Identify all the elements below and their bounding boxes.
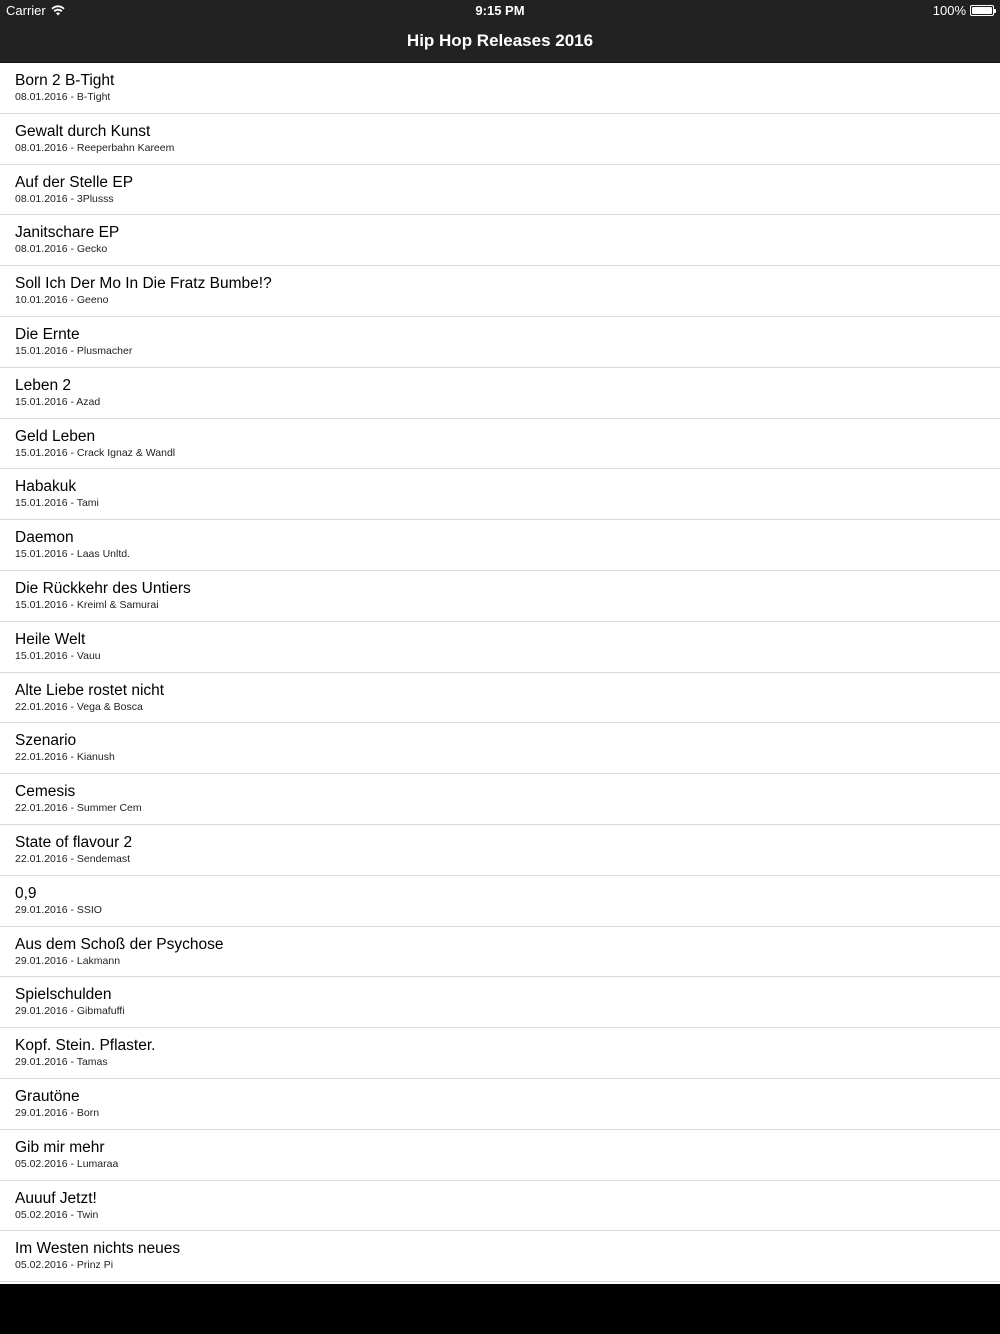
release-title: Die Ernte (15, 325, 80, 343)
navigation-bar (0, 22, 1000, 63)
list-item[interactable] (0, 520, 1000, 571)
carrier-label: Carrier (6, 3, 46, 18)
release-subtitle: 29.01.2016 - SSIO (15, 903, 102, 916)
release-title: Kopf. Stein. Pflaster. (15, 1037, 156, 1055)
release-title: Szenario (15, 732, 77, 750)
release-subtitle: 22.01.2016 - Summer Cem (15, 802, 142, 815)
release-subtitle: 29.01.2016 - Gibmafuffi (15, 1005, 125, 1018)
list-item[interactable] (0, 825, 1000, 876)
release-subtitle: 29.01.2016 - Lakmann (15, 954, 121, 967)
list-item[interactable] (0, 1079, 1000, 1130)
list-item[interactable] (0, 977, 1000, 1028)
release-title: Geld Leben (15, 427, 96, 445)
release-subtitle: 22.01.2016 - Kianush (15, 751, 115, 764)
status-bar (0, 0, 1000, 22)
list-item[interactable] (0, 927, 1000, 978)
release-subtitle: 29.01.2016 - Tamas (15, 1056, 108, 1069)
list-item[interactable] (0, 266, 1000, 317)
release-subtitle: 22.01.2016 - Vega & Bosca (15, 700, 143, 713)
release-subtitle: 05.02.2016 - Twin (15, 1208, 99, 1221)
release-title: Heile Welt (15, 630, 86, 648)
list-item[interactable] (0, 1231, 1000, 1282)
release-title: Gewalt durch Kunst (15, 122, 151, 140)
release-subtitle: 05.02.2016 - Lumaraa (15, 1157, 119, 1170)
release-subtitle: 29.01.2016 - Born (15, 1106, 100, 1119)
release-subtitle: 15.01.2016 - Crack Ignaz & Wandl (15, 446, 176, 459)
release-title: Auuuf Jetzt! (15, 1189, 97, 1207)
release-title: Habakuk (15, 478, 77, 496)
list-item[interactable] (0, 317, 1000, 368)
release-title: Die Rückkehr des Untiers (15, 579, 191, 597)
list-item[interactable] (0, 1130, 1000, 1181)
list-item[interactable] (0, 215, 1000, 266)
page-title: Hip Hop Releases 2016 (406, 31, 594, 50)
list-item[interactable] (0, 1181, 1000, 1232)
status-right (933, 3, 994, 18)
list-item[interactable] (0, 673, 1000, 724)
release-title: Daemon (15, 529, 74, 547)
release-subtitle: 08.01.2016 - Gecko (15, 243, 108, 256)
release-title: Born 2 B-Tight (15, 72, 115, 89)
list-item[interactable] (0, 469, 1000, 520)
battery-percent: 100% (932, 3, 966, 18)
release-title: Soll Ich Der Mo In Die Fratz Bumbe!? (15, 275, 272, 293)
release-subtitle: 15.01.2016 - Laas Unltd. (15, 548, 130, 561)
list-item[interactable] (0, 571, 1000, 622)
status-time: 9:15 PM (475, 3, 525, 18)
release-title: Alte Liebe rostet nicht (15, 681, 165, 699)
release-title: Cemesis (15, 783, 76, 801)
list-item[interactable] (0, 419, 1000, 470)
bottom-black-area (0, 1284, 1000, 1334)
list-item[interactable] (0, 622, 1000, 673)
release-title: Gib mir mehr (15, 1138, 105, 1156)
release-subtitle: 08.01.2016 - B-Tight (15, 91, 111, 103)
list-item[interactable] (0, 63, 1000, 114)
release-subtitle: 10.01.2016 - Geeno (15, 294, 109, 307)
release-title: Auf der Stelle EP (15, 173, 134, 191)
list-item[interactable] (0, 368, 1000, 419)
release-subtitle: 08.01.2016 - 3Plusss (15, 192, 114, 205)
release-title: 0,9 (15, 884, 37, 902)
release-subtitle: 15.01.2016 - Plusmacher (15, 344, 133, 357)
list-item[interactable] (0, 1028, 1000, 1079)
release-title: Grautöne (15, 1087, 80, 1105)
release-subtitle: 15.01.2016 - Kreiml & Samurai (15, 598, 159, 611)
release-subtitle: 22.01.2016 - Sendemast (15, 852, 130, 865)
release-subtitle: 15.01.2016 - Tami (15, 497, 99, 510)
release-title: Janitschare EP (15, 224, 120, 242)
release-title: Im Westen nichts neues (15, 1240, 181, 1258)
release-subtitle: 15.01.2016 - Vauu (15, 649, 101, 662)
list-item[interactable] (0, 876, 1000, 927)
release-subtitle: 08.01.2016 - Reeperbahn Kareem (15, 141, 175, 154)
release-title: Aus dem Schoß der Psychose (15, 935, 224, 953)
list-item[interactable] (0, 774, 1000, 825)
release-subtitle: 15.01.2016 - Azad (15, 395, 101, 408)
release-list[interactable] (0, 63, 1000, 1284)
list-item[interactable] (0, 114, 1000, 165)
battery-icon (970, 5, 994, 16)
list-item[interactable] (0, 723, 1000, 774)
release-subtitle: 05.02.2016 - Prinz Pi (15, 1259, 114, 1272)
release-title: Spielschulden (15, 986, 112, 1004)
release-title: Leben 2 (15, 376, 72, 394)
list-item[interactable] (0, 165, 1000, 216)
release-title: State of flavour 2 (15, 833, 133, 851)
